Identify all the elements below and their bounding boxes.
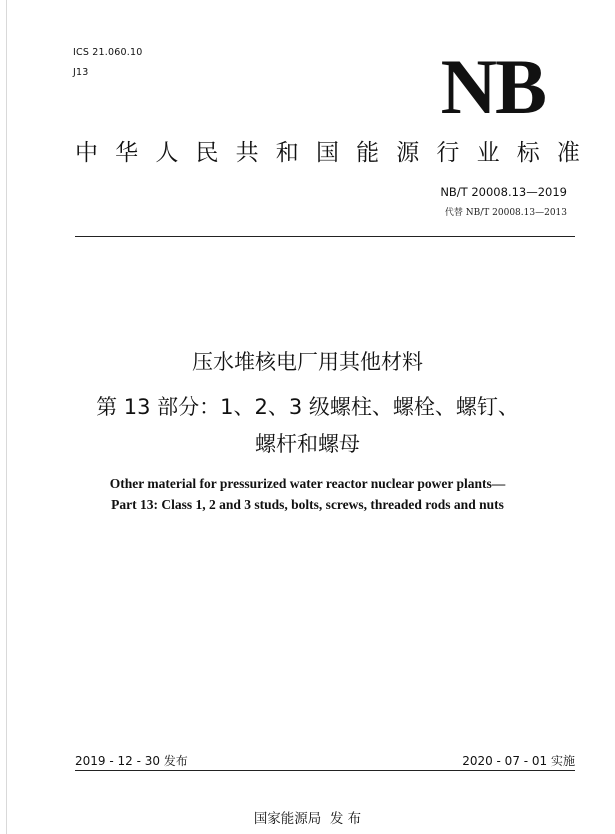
org-title-char: 国 [315,140,339,166]
english-title-line-1: Other material for pressurized water reactor nuclear power plants— [109,476,506,491]
issuing-authority: 国家能源局 发 布 [253,811,362,827]
org-title-char: 华 [115,140,139,166]
org-title-char: 业 [476,140,500,166]
nb-logo: NB [440,43,545,130]
footer-divider [75,770,575,771]
page-edge [6,0,7,834]
org-title-char: 中 [75,140,98,166]
org-title-char: 源 [396,140,420,166]
org-title-char: 准 [556,140,580,166]
chinese-title-line-3: 螺杆和螺母 [255,432,360,456]
org-title-char: 共 [235,140,259,166]
standard-category-title [75,134,580,167]
org-title-char: 人 [155,140,179,166]
ccs-code: J13 [73,67,89,78]
supersedes-note: 代替 NB/T 20008.13—2013 [444,208,567,218]
implementation-date: 2020 - 07 - 01 实施 [462,754,575,768]
org-title-char: 民 [195,140,219,166]
header-divider [75,236,575,237]
english-title-line-2: Part 13: Class 1, 2 and 3 studs, bolts, screws, threaded rods and nuts [111,497,504,512]
issue-date: 2019 - 12 - 30 发布 [75,754,188,768]
chinese-title-line-1: 压水堆核电厂用其他材料 [192,350,423,374]
org-title-char: 和 [275,140,299,166]
ics-code: ICS 21.060.10 [73,47,143,58]
org-title-char: 标 [516,140,540,166]
org-title-char: 能 [356,140,380,166]
chinese-title-line-2: 第 13 部分：1、2、3 级螺柱、螺栓、螺钉、 [96,395,519,419]
standard-number: NB/T 20008.13—2019 [440,185,567,199]
org-title-char: 行 [436,140,460,166]
